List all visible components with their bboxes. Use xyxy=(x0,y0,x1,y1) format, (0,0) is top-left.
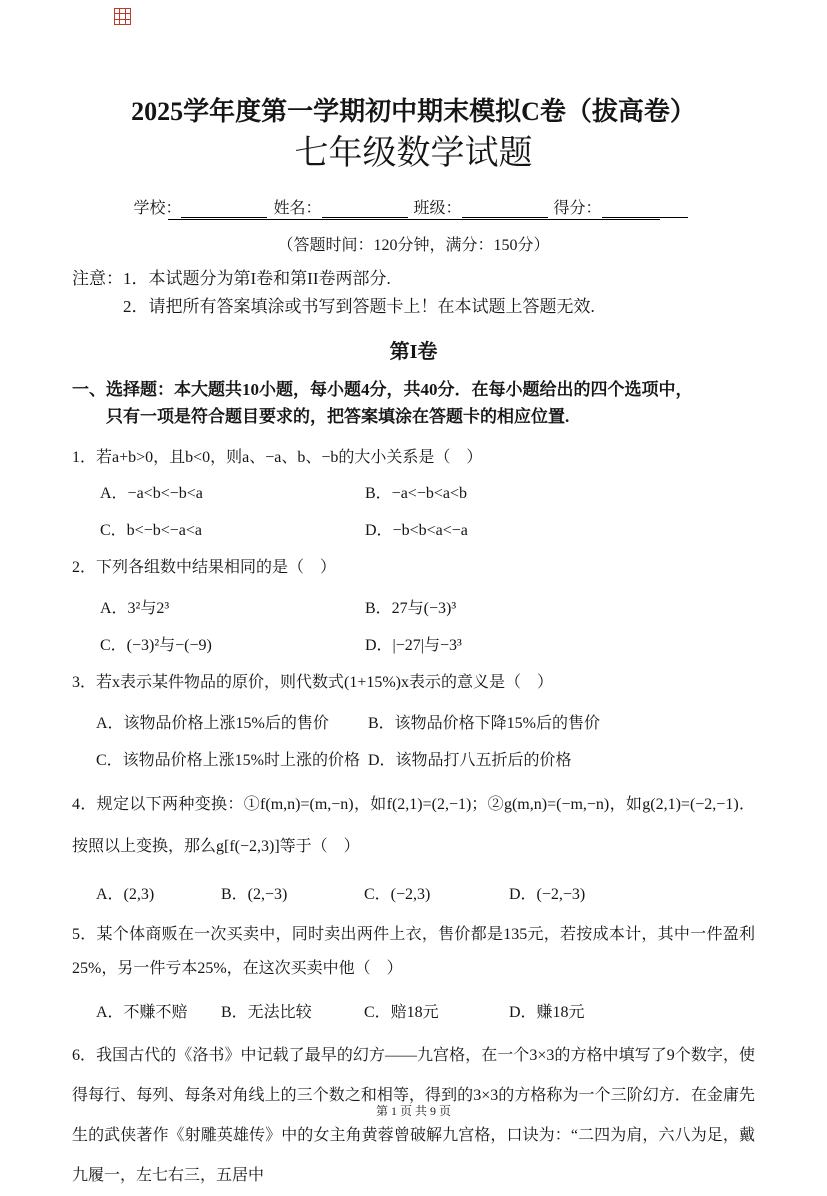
student-info-row xyxy=(72,195,755,218)
logo-grid-cell xyxy=(115,9,119,13)
question-3-option-c: C．该物品价格上涨15%时上涨的价格 xyxy=(96,752,361,770)
question-5-option-c: C．赔18元 xyxy=(364,1004,439,1022)
question-3-option-a: A．该物品价格上涨15%后的售价 xyxy=(96,715,329,733)
info-rule-line xyxy=(168,219,660,220)
question-4-option-b: B．(2,−3) xyxy=(221,886,288,904)
question-4 xyxy=(72,784,755,904)
section-heading xyxy=(72,376,755,430)
score-field xyxy=(554,195,694,218)
logo-grid-cell xyxy=(120,9,124,13)
notice-block xyxy=(72,265,755,321)
question-3-option-d: D．该物品打八五折后的价格 xyxy=(368,752,572,770)
question-3-options-row-1 xyxy=(72,710,755,733)
question-1-option-a: A．−a<b<−b<a xyxy=(100,484,203,502)
score-label: 得分： xyxy=(553,200,602,217)
question-2-options-row-2 xyxy=(72,632,755,655)
question-3-option-b: B．该物品价格下降15%后的售价 xyxy=(368,715,601,733)
section-heading-line-2: 只有一项是符合题目要求的，把答案填涂在答题卡的相应位置. xyxy=(106,407,570,427)
logo-grid-cell xyxy=(120,20,124,24)
part-title: 第I卷 xyxy=(389,341,438,364)
question-1 xyxy=(72,444,755,539)
class-label: 班级： xyxy=(413,200,462,217)
question-1-text: 1．若a+b>0，且b<0，则a、−a、b、−b的大小关系是（ ） xyxy=(72,449,483,467)
name-blank xyxy=(322,199,408,218)
question-5-options-row xyxy=(72,999,755,1022)
question-4-text: 4．规定以下两种变换：①f(m,n)=(m,−n)，如f(2,1)=(2,−1)；②g(m,n)=(−m,−n)，如g(2,1)=(−2,−1)．按照以上变换，那么g[f(−2,3)]等于（ ） xyxy=(72,796,755,855)
page-footer: 第 1 页 共 9 页 xyxy=(375,1104,451,1118)
notice-line-2: 2．请把所有答案填涂或书写到答题卡上！在本试题上答题无效. xyxy=(123,297,595,317)
question-4-option-d: D．(−2,−3) xyxy=(509,886,586,904)
section-heading-line-1: 一、选择题：本大题共10小题，每小题4分，共40分．在每小题给出的四个选项中， xyxy=(72,380,693,400)
question-2-options-row-1 xyxy=(72,595,755,618)
class-blank xyxy=(462,199,548,218)
logo-grid-cell xyxy=(115,14,119,18)
school-label: 学校： xyxy=(133,200,182,217)
app-logo-icon xyxy=(114,8,131,25)
question-4-option-c: C．(−2,3) xyxy=(364,886,431,904)
school-blank xyxy=(181,199,267,218)
question-2 xyxy=(72,554,755,655)
name-field xyxy=(273,195,413,218)
question-3 xyxy=(72,669,755,770)
question-5-text: 5．某个体商贩在一次买卖中，同时卖出两件上衣，售价都是135元，若按成本计，其中一件盈利25%，另一件亏本25%，在这次买卖中他（ ） xyxy=(72,926,755,977)
question-2-option-b: B．27与(−3)³ xyxy=(365,599,457,617)
question-1-options-row-1 xyxy=(72,480,755,503)
question-1-option-c: C．b<−b<−a<a xyxy=(100,521,202,539)
name-label: 姓名： xyxy=(273,200,322,217)
question-4-options-row xyxy=(72,881,755,904)
question-2-text: 2．下列各组数中结果相同的是（ ） xyxy=(72,558,337,576)
class-field xyxy=(414,195,554,218)
question-2-option-c: C．(−3)²与−(−9) xyxy=(100,636,212,654)
question-5-option-d: D．赚18元 xyxy=(509,1004,585,1022)
question-1-option-d: D．−b<b<a<−a xyxy=(365,521,468,539)
logo-grid-cell xyxy=(120,14,124,18)
question-1-options-row-2 xyxy=(72,517,755,540)
question-5-option-b: B．无法比较 xyxy=(221,1004,312,1022)
logo-grid-cell xyxy=(126,9,130,13)
question-3-text: 3．若x表示某件物品的原价，则代数式(1+15%)x表示的意义是（ ） xyxy=(72,673,554,691)
question-5-option-a: A．不赚不赔 xyxy=(96,1004,188,1022)
exam-subtitle: 七年级数学试题 xyxy=(294,134,533,172)
logo-grid-cell xyxy=(126,20,130,24)
question-3-options-row-2 xyxy=(72,747,755,770)
logo-grid-cell xyxy=(126,14,130,18)
question-4-option-a: A．(2,3) xyxy=(96,886,155,904)
logo-grid-cell xyxy=(115,20,119,24)
exam-title: 2025学年度第一学期初中期末模拟C卷（拔高卷） xyxy=(131,97,696,126)
time-note: （答题时间：120分钟，满分：150分） xyxy=(277,237,550,254)
question-6-text: 6．我国古代的《洛书》中记载了最早的幻方——九宫格，在一个3×3的方格中填写了9个数字，使得每行、每列、每条对角线上的三个数之和相等，得到的3×3的方格称为一个三阶幻方．在金庸先生的武侠著作《射雕英雄传》中的女主角黄蓉曾破解九宫格，口诀为：“二四为肩，六八为足，戴九履一，左七右三，五居中 xyxy=(72,1047,755,1185)
question-1-option-b: B．−a<−b<a<b xyxy=(365,484,467,502)
school-field xyxy=(133,195,273,218)
question-2-option-d: D．|−27|与−3³ xyxy=(365,636,462,654)
question-5 xyxy=(72,918,755,1022)
notice-line-1: 注意：1．本试题分为第I卷和第II卷两部分. xyxy=(72,269,391,288)
question-2-option-a: A．3²与2³ xyxy=(100,599,170,617)
score-blank xyxy=(602,199,688,218)
